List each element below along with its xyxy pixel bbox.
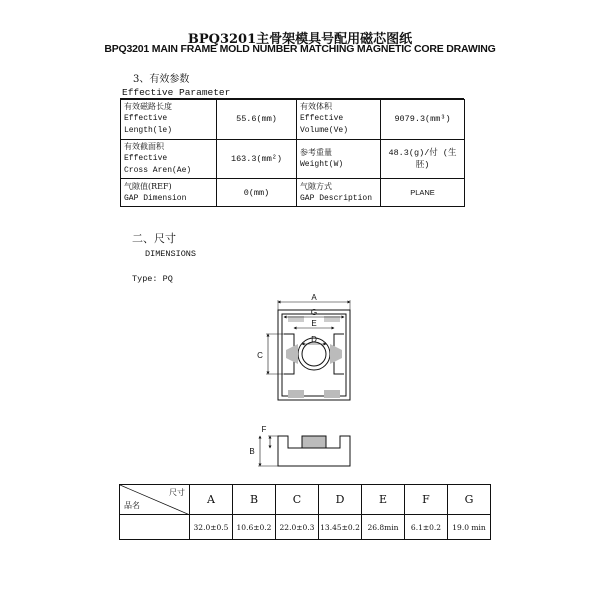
value-f: 6.1±0.2 <box>405 515 448 540</box>
param-label-weight: 参考重量 Weight(W) <box>297 139 381 179</box>
param-label-length: 有效磁路长度 Effective Length(le) <box>121 100 217 140</box>
dim-label-b: B <box>249 447 255 456</box>
pq-core-drawing <box>230 288 390 470</box>
param-row-area-weight <box>121 139 465 179</box>
effective-parameter-subheading: Effective Parameter <box>122 87 231 98</box>
param-value-weight: 48.3(g)/付 (生胚) <box>381 139 465 179</box>
part-name-cell <box>120 515 190 540</box>
document-title-cn: BPQ3201主骨架模具号配用磁芯图纸 <box>187 32 413 47</box>
param-row-gap <box>121 179 465 207</box>
dim-label-g: G <box>310 308 318 317</box>
value-a: 32.0±0.5 <box>190 515 233 540</box>
param-value-volume: 9079.3(mm³) <box>381 100 465 140</box>
param-label-volume: 有效体积 Effective Volume(Ve) <box>297 100 381 140</box>
col-header-a: A <box>190 485 233 515</box>
dimensions-table <box>119 484 491 540</box>
param-label-gap-description: 气隙方式 GAP Description <box>297 179 381 207</box>
col-header-b: B <box>233 485 276 515</box>
col-header-f: F <box>405 485 448 515</box>
param-value-length: 55.6(mm) <box>217 100 297 140</box>
param-label-gap-dimension: 气隙值(REF) GAP Dimension <box>121 179 217 207</box>
value-e: 26.8min <box>362 515 405 540</box>
param-row-length-volume <box>121 100 465 140</box>
col-header-e: E <box>362 485 405 515</box>
dimensions-heading: 二、尺寸 <box>132 232 176 245</box>
effective-parameter-table <box>120 99 465 207</box>
dim-label-e: E <box>311 319 317 328</box>
col-header-d: D <box>319 485 362 515</box>
dimensions-corner-cell <box>120 485 190 515</box>
dimensions-header-row <box>120 485 491 515</box>
param-value-area: 163.3(mm²) <box>217 139 297 179</box>
dimensions-subheading: DIMENSIONS <box>145 249 197 259</box>
value-c: 22.0±0.3 <box>276 515 319 540</box>
param-value-gap-description: PLANE <box>381 179 465 207</box>
corner-label-dimension: 尺寸 <box>169 488 185 497</box>
value-g: 19.0 min <box>448 515 491 540</box>
col-header-g: G <box>448 485 491 515</box>
corner-label-part-name: 品名 <box>124 501 140 510</box>
dim-label-f: F <box>261 425 267 434</box>
value-d: 13.45±0.2 <box>319 515 362 540</box>
dimensions-value-row <box>120 515 491 540</box>
dim-label-a: A <box>311 293 317 302</box>
dim-label-d: D <box>311 335 317 344</box>
document-title-en: BPQ3201 MAIN FRAME MOLD NUMBER MATCHING MAGNETIC CORE DRAWING <box>104 43 496 55</box>
dim-label-c: C <box>257 351 263 360</box>
effective-parameter-heading: 3、有效参数 <box>133 74 190 85</box>
value-b: 10.6±0.2 <box>233 515 276 540</box>
param-label-area: 有效截面积 Effective Cross Aren(Ae) <box>121 139 217 179</box>
core-type-label: Type: PQ <box>132 274 173 284</box>
param-value-gap-dimension: 0(mm) <box>217 179 297 207</box>
col-header-c: C <box>276 485 319 515</box>
core-side-view <box>278 436 350 466</box>
